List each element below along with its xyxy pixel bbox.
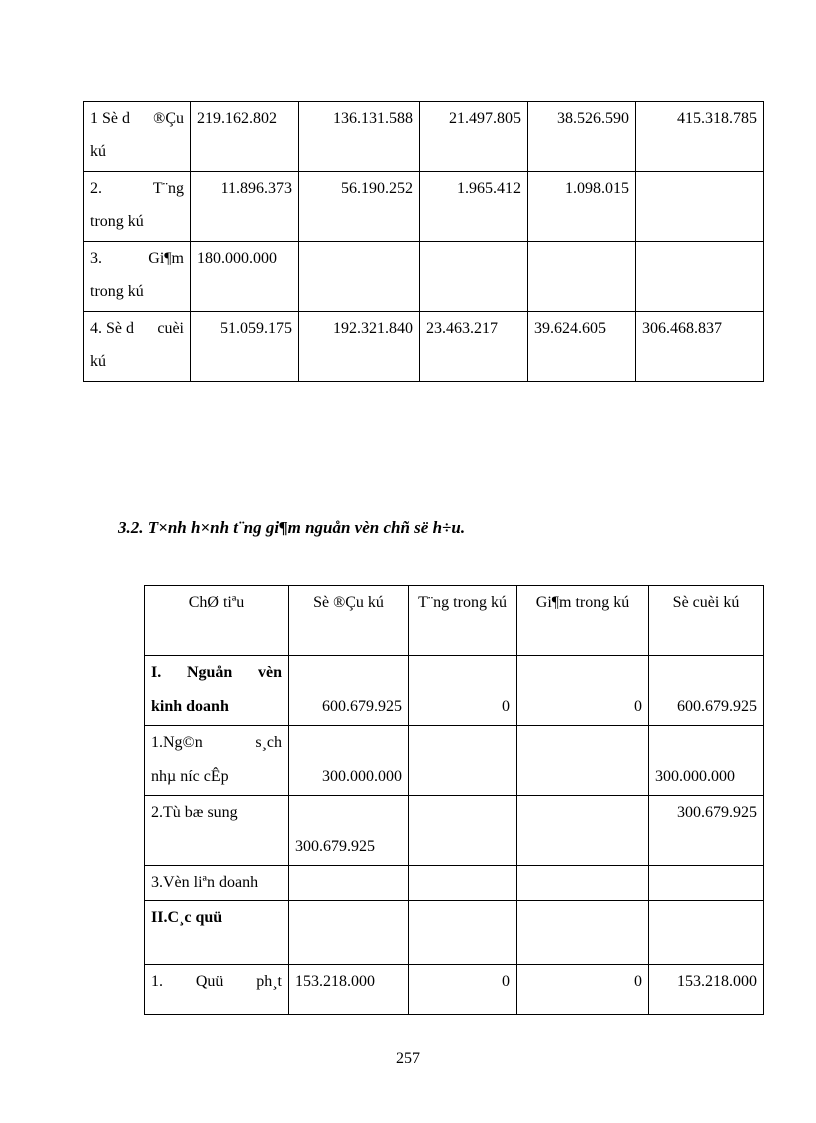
table-row [84, 312, 764, 382]
row-label: 2. T¨ng trong kú [84, 172, 191, 242]
row-label: 1.Ng©n s¸ch nhµ níc cÊp [145, 726, 289, 796]
cell-value [649, 866, 764, 901]
cell-value: 0 [517, 656, 649, 726]
cell-value [636, 172, 764, 242]
table-row [145, 901, 764, 965]
cell-value: 153.218.000 [649, 965, 764, 1015]
cell-value [289, 901, 409, 965]
table-row [84, 172, 764, 242]
cell-value [409, 901, 517, 965]
section-heading: 3.2. T×nh h×nh t¨ng gi¶m nguån vèn chñ së h÷u. [118, 518, 466, 537]
column-header: ChØ tiªu [145, 586, 289, 656]
cell-value: 136.131.588 [299, 102, 420, 172]
cell-value: 0 [517, 965, 649, 1015]
cell-value: 51.059.175 [191, 312, 299, 382]
row-label: 3. Gi¶m trong kú [84, 242, 191, 312]
cell-value [299, 242, 420, 312]
cell-value: 21.497.805 [420, 102, 528, 172]
column-header: Gi¶m trong kú [517, 586, 649, 656]
page-number: 257 [396, 1050, 420, 1067]
column-header: T¨ng trong kú [409, 586, 517, 656]
cell-value: 600.679.925 [289, 656, 409, 726]
column-header: Sè cuèi kú [649, 586, 764, 656]
cell-value [409, 866, 517, 901]
cell-value: 1.098.015 [528, 172, 636, 242]
row-label: 1 Sè d ®Çu kú [84, 102, 191, 172]
cell-value: 0 [409, 965, 517, 1015]
table-row [145, 656, 764, 726]
cell-value [517, 726, 649, 796]
cell-value [517, 901, 649, 965]
cell-value: 306.468.837 [636, 312, 764, 382]
cell-value [289, 866, 409, 901]
cell-value: 300.000.000 [649, 726, 764, 796]
cell-value: 415.318.785 [636, 102, 764, 172]
cell-value: 180.000.000 [191, 242, 299, 312]
row-label: 1. Quü ph¸t [145, 965, 289, 1015]
cell-value [528, 242, 636, 312]
cell-value [636, 242, 764, 312]
row-label: I. Nguån vèn kinh doanh [145, 656, 289, 726]
cell-value: 38.526.590 [528, 102, 636, 172]
cell-value: 600.679.925 [649, 656, 764, 726]
cell-value: 11.896.373 [191, 172, 299, 242]
table-row [145, 796, 764, 866]
cell-value [517, 796, 649, 866]
cell-value: 23.463.217 [420, 312, 528, 382]
table-row [145, 726, 764, 796]
cell-value: 0 [409, 656, 517, 726]
row-label: 3.Vèn liªn doanh [145, 866, 289, 901]
table-row [145, 965, 764, 1015]
cell-value [409, 796, 517, 866]
cell-value [649, 901, 764, 965]
cell-value: 39.624.605 [528, 312, 636, 382]
row-label: 2.Tù bæ sung [145, 796, 289, 866]
cell-value: 300.000.000 [289, 726, 409, 796]
column-header: Sè ®Çu kú [289, 586, 409, 656]
cell-value: 219.162.802 [191, 102, 299, 172]
table-row [84, 102, 764, 172]
cell-value: 300.679.925 [289, 796, 409, 866]
table-header-row [145, 586, 764, 656]
cell-value: 1.965.412 [420, 172, 528, 242]
cell-value: 300.679.925 [649, 796, 764, 866]
row-label: II.C¸c quü [145, 901, 289, 965]
cell-value [517, 866, 649, 901]
table-row [145, 866, 764, 901]
cell-value [409, 726, 517, 796]
cell-value [420, 242, 528, 312]
table-row [84, 242, 764, 312]
cell-value: 153.218.000 [289, 965, 409, 1015]
cell-value: 56.190.252 [299, 172, 420, 242]
cell-value: 192.321.840 [299, 312, 420, 382]
row-label: 4. Sè d cuèi kú [84, 312, 191, 382]
fund-movement-table [83, 101, 764, 382]
equity-changes-table [144, 585, 764, 1015]
